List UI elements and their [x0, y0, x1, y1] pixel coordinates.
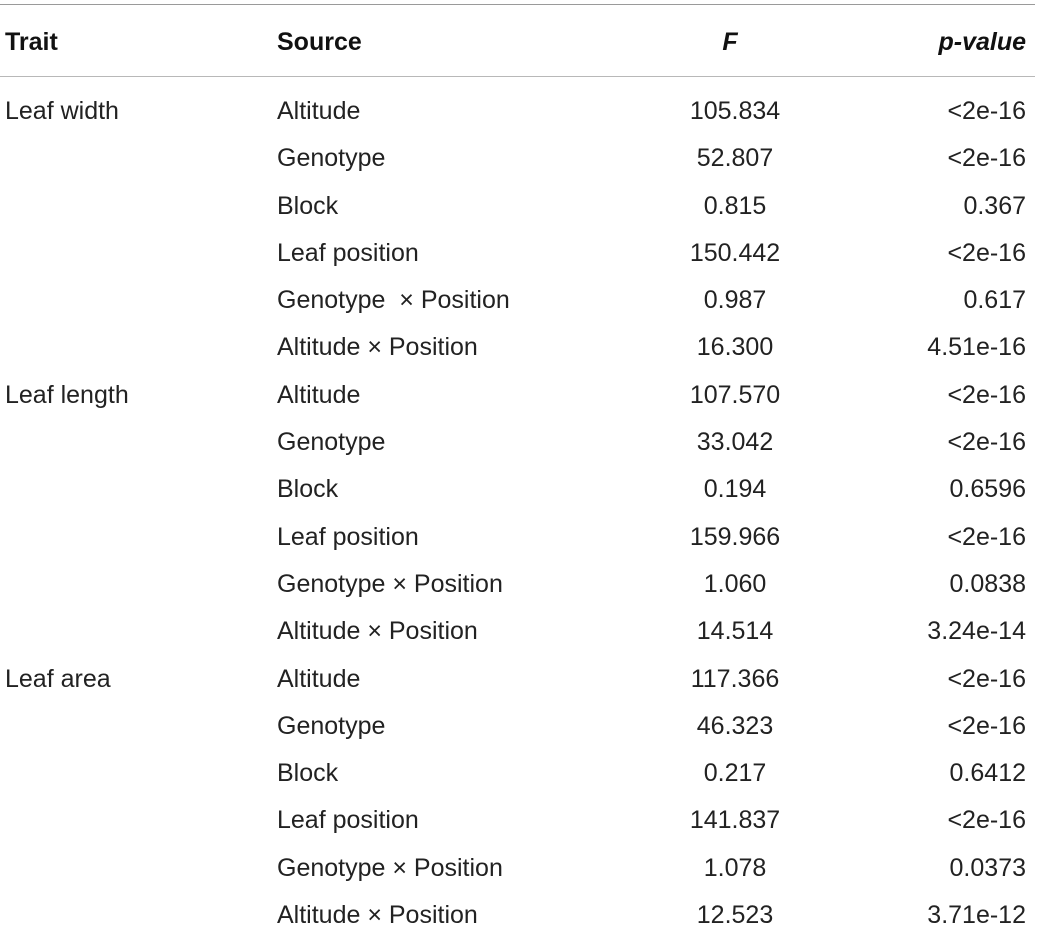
cell-p-value: 0.6596	[949, 475, 1026, 504]
cell-f: 159.966	[689, 522, 781, 551]
cell-f: 46.323	[696, 711, 774, 740]
cell-source: Genotype × Position	[277, 569, 503, 598]
table-row	[0, 135, 1039, 182]
cell-source: Block	[277, 191, 339, 220]
cell-source: Genotype	[277, 144, 386, 173]
cell-f: 117.366	[690, 664, 780, 693]
cell-trait: Leaf area	[5, 664, 111, 693]
table-row	[0, 419, 1039, 466]
table-row	[0, 797, 1039, 844]
table-row	[0, 750, 1039, 797]
cell-f: 1.060	[703, 569, 767, 598]
cell-p-value: <2e-16	[947, 711, 1026, 740]
cell-f: 0.815	[703, 191, 767, 220]
cell-p-value: 0.6412	[949, 759, 1026, 788]
table-row	[0, 845, 1039, 892]
cell-f: 1.078	[703, 853, 767, 882]
header-rule	[0, 76, 1035, 77]
cell-trait: Leaf width	[5, 97, 119, 125]
cell-f: 12.523	[696, 901, 774, 930]
header-source: Source	[277, 28, 362, 56]
table-row	[0, 230, 1039, 277]
cell-source: Leaf position	[277, 806, 419, 835]
cell-source: Genotype × Position	[277, 286, 510, 315]
cell-p-value: <2e-16	[947, 380, 1026, 409]
cell-source: Altitude × Position	[277, 901, 478, 930]
cell-source: Genotype	[277, 428, 386, 457]
cell-source: Altitude	[277, 380, 361, 409]
cell-p-value: 0.0373	[949, 853, 1026, 882]
cell-f: 14.514	[696, 617, 774, 646]
cell-p-value: <2e-16	[947, 428, 1026, 457]
cell-p-value: 4.51e-16	[927, 333, 1026, 362]
cell-f: 52.807	[696, 144, 774, 173]
cell-f: 0.194	[703, 475, 767, 504]
table-row	[0, 561, 1039, 608]
cell-p-value: <2e-16	[947, 522, 1026, 551]
cell-p-value: 0.367	[963, 191, 1026, 220]
cell-source: Genotype	[277, 711, 386, 740]
cell-source: Leaf position	[277, 238, 419, 267]
header-p-value: p-value	[938, 28, 1026, 56]
cell-f: 16.300	[696, 333, 774, 362]
cell-f: 107.570	[689, 380, 781, 409]
cell-p-value: 3.24e-14	[927, 617, 1026, 646]
cell-p-value: 0.617	[963, 286, 1026, 315]
cell-source: Leaf position	[277, 522, 419, 551]
table-row	[0, 372, 1039, 419]
table-row	[0, 703, 1039, 750]
table-header-row	[0, 22, 1039, 62]
cell-p-value: <2e-16	[947, 97, 1026, 125]
cell-f: 141.837	[689, 806, 781, 835]
table-row	[0, 88, 1039, 135]
cell-f: 0.987	[703, 286, 767, 315]
table-top-rule	[0, 4, 1035, 5]
header-f: F	[722, 28, 738, 56]
table-row	[0, 324, 1039, 371]
cell-f: 105.834	[689, 97, 781, 125]
table-row	[0, 183, 1039, 230]
cell-p-value: <2e-16	[947, 806, 1026, 835]
cell-f: 150.442	[689, 238, 781, 267]
cell-source: Altitude × Position	[277, 617, 478, 646]
cell-source: Altitude × Position	[277, 333, 478, 362]
table-row	[0, 277, 1039, 324]
cell-p-value: <2e-16	[947, 144, 1026, 173]
cell-p-value: 0.0838	[949, 569, 1026, 598]
table-row	[0, 466, 1039, 513]
cell-source: Block	[277, 475, 339, 504]
cell-source: Genotype × Position	[277, 853, 503, 882]
table-row	[0, 514, 1039, 561]
header-trait: Trait	[5, 28, 58, 56]
table-row	[0, 608, 1039, 655]
cell-f: 33.042	[696, 428, 774, 457]
table-row	[0, 656, 1039, 703]
cell-trait: Leaf length	[5, 380, 129, 409]
cell-source: Block	[277, 759, 339, 788]
table-row	[0, 892, 1039, 939]
cell-source: Altitude	[277, 97, 361, 125]
cell-f: 0.217	[703, 759, 767, 788]
cell-p-value: <2e-16	[947, 664, 1026, 693]
cell-p-value: <2e-16	[947, 238, 1026, 267]
cell-p-value: 3.71e-12	[927, 901, 1026, 930]
table-body	[0, 88, 1039, 939]
cell-source: Altitude	[277, 664, 361, 693]
